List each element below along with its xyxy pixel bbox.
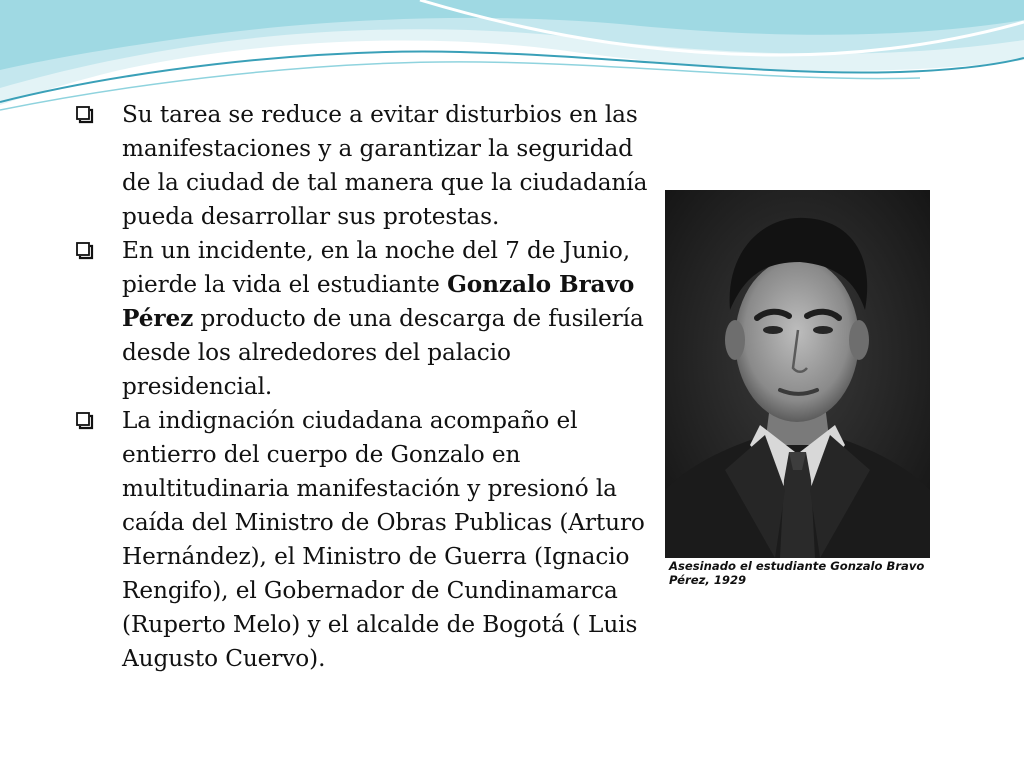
bullet-text: La indignación ciudadana acompaño el entierro del cuerpo de Gonzalo en multitudinaria manifestación y presionó la caída del Ministro de Obras Publicas (Arturo Hernández), el Ministro de Guerra (Ignacio Rengifo), el Gobernador de Cundinamarca (Ruperto Melo) y el alcalde de Bogotá ( Luis Augusto Cuervo).: [122, 407, 645, 672]
checkbox-bullet-icon: [76, 412, 94, 430]
bullet-text: producto de una descarga de fusilería desde los alrededores del palacio presidencial.: [122, 305, 644, 400]
photo-caption: Asesinado el estudiante Gonzalo Bravo Pérez, 1929: [669, 559, 925, 587]
checkbox-bullet-icon: [76, 106, 94, 124]
bullet-item: [76, 234, 656, 404]
checkbox-bullet-icon: [76, 242, 94, 260]
bullet-item: [76, 404, 656, 676]
portrait-photo: [665, 190, 930, 590]
bullet-text: En un incidente, en la noche del 7 de Junio, pierde la vida el estudiante: [122, 237, 630, 298]
bullet-item: [76, 98, 656, 234]
bullet-text-bold-name: Gonzalo Bravo Pérez: [122, 271, 635, 332]
portrait-image: [665, 190, 930, 558]
bullet-list: [76, 98, 656, 676]
bullet-text: Su tarea se reduce a evitar disturbios en las manifestaciones y a garantizar la seguridad de la ciudad de tal manera que la ciudadanía pueda desarrollar sus protestas.: [122, 101, 648, 230]
